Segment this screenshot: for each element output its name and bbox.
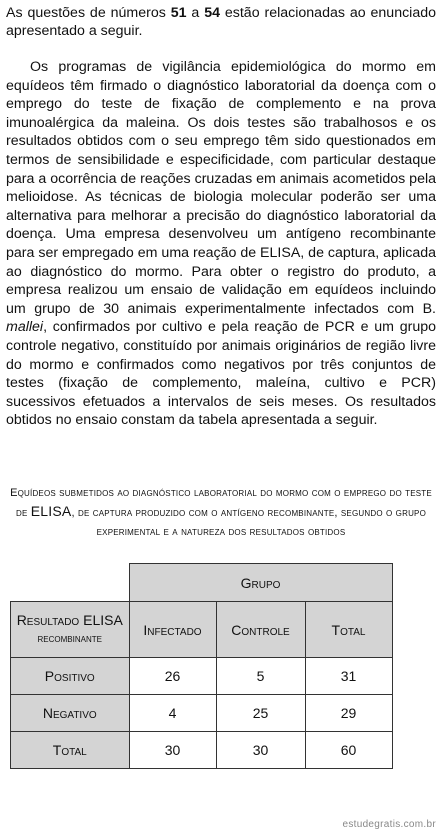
- table-caption: [8, 484, 434, 541]
- site-watermark: estudegratis.com.br: [342, 819, 436, 830]
- intro-after: estão relacionadas ao enunciado apresentado a seguir.: [6, 5, 436, 39]
- caption-elisa: ELISA: [30, 503, 72, 520]
- col-header-total: Total: [305, 602, 392, 658]
- row-header-line2: recombinante: [37, 632, 102, 645]
- group-header: Grupo: [129, 564, 392, 602]
- col-header-infectado: Infectado: [129, 602, 216, 658]
- cell-value: 30: [129, 732, 216, 769]
- row-label-positivo: Positivo: [11, 658, 130, 695]
- intro-mid: a: [186, 5, 205, 21]
- cell-value: 29: [305, 695, 392, 732]
- results-table: [10, 563, 393, 769]
- table-row: [11, 695, 393, 732]
- intro-text: [6, 4, 436, 40]
- cell-value: 60: [305, 732, 392, 769]
- cell-value: 25: [216, 695, 305, 732]
- table-row: [11, 732, 393, 769]
- intro-before: As questões de números: [6, 5, 171, 21]
- cell-value: 31: [305, 658, 392, 695]
- cell-value: 26: [129, 658, 216, 695]
- passage-part2: , confirmados por cultivo e pela reação de PCR e um grupo controle negativo, constituído por animais originários de região livre do mormo e confirmados como negativos por três conjuntos de testes (fixação de complemento, maleína, cultivo e PCR) sucessivos efetuados a intervalos de seis meses. Os resultados obtidos no ensaio constam da tabela apresentada a seguir.: [6, 319, 436, 429]
- cell-value: 4: [129, 695, 216, 732]
- table-corner: [11, 564, 130, 602]
- question-number-end: 54: [204, 5, 220, 21]
- passage-paragraph: [6, 58, 436, 430]
- row-header: [11, 602, 130, 658]
- question-number-start: 51: [170, 5, 187, 21]
- row-header-line1: Resultado ELISA: [16, 611, 123, 628]
- species-name: mallei: [6, 319, 44, 336]
- cell-value: 5: [216, 658, 305, 695]
- cell-value: 30: [216, 732, 305, 769]
- passage: [6, 58, 436, 430]
- table-row: [11, 658, 393, 695]
- col-header-controle: Controle: [216, 602, 305, 658]
- caption-part1: Equídeos submetidos ao diagnóstico laboratorial do mormo com o emprego do teste de: [10, 487, 432, 520]
- row-label-negativo: Negativo: [11, 695, 130, 732]
- row-label-total: Total: [11, 732, 130, 769]
- passage-part1: Os programas de vigilância epidemiológica do mormo em equídeos têm firmado o diagnóstico laboratorial da doença com o emprego do teste de fixação de complemento e na prova imunoalérgica da maleina. Os dois testes são trabalhosos e os resultados obtidos com o seu emprego têm sido questionados em termos de sensibilidade e especificidade, com particular destaque para a ocorrência de reações cruzadas em animais acometidos pela melioidose. As técnicas de biologia molecular poderão ser uma alternativa para melhorar a precisão do diagnóstico laboratorial da doença. Uma empresa desenvolveu um antígeno recombinante para ser empregado em uma reação de ELISA, de captura, aplicada ao diagnóstico do mormo. Para obter o registro do produto, a empresa realizou um ensaio de validação em equídeos incluindo um grupo de 30 animais experimentalmente infectados com B.: [6, 59, 436, 317]
- caption-part2: , de captura produzido com o antígeno recombinante, segundo o grupo experimental e a natureza dos resultados obtidos: [71, 507, 427, 538]
